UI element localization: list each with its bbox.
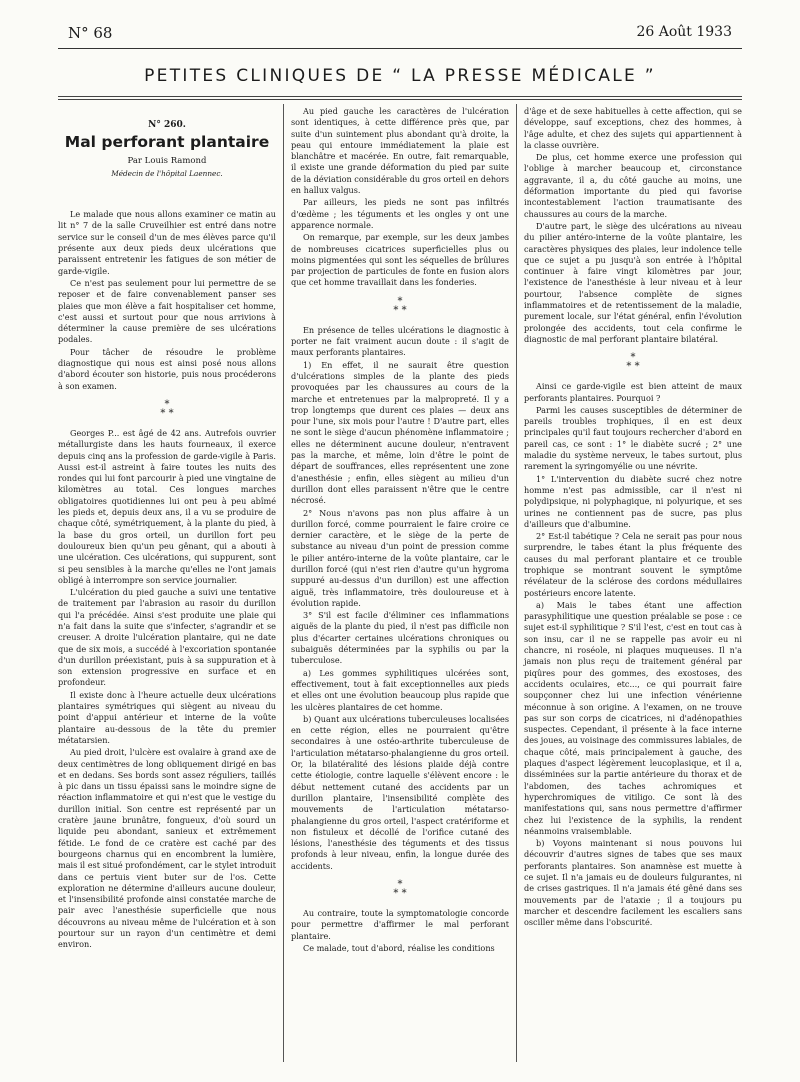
star-bottom: * * <box>393 888 407 899</box>
paragraph: Par ailleurs, les pieds ne sont pas infiltrés d'œdème ; les téguments et les ongles y ont une apparence normale. <box>291 197 509 230</box>
paragraph: Ce n'est pas seulement pour lui permettre de se reposer et de faire convenablement panser ses plaies que mon élève a fait hospitaliser cet homme, c'est aussi et surtout pour que nous arrivions à déterminer la cause première de ses ulcérations podales. <box>58 277 276 345</box>
article-author: Par Louis Ramond <box>127 155 207 166</box>
paragraph: Ainsi ce garde-vigile est bien atteint de maux perforants plantaires. Pourquoi ? <box>524 381 742 403</box>
star-top: * <box>630 352 636 364</box>
section-stars <box>291 880 509 898</box>
paragraph: Georges P... est âgé de 42 ans. Autrefois ouvrier métallurgiste dans les hauts fourneaux, il exerce depuis cinq ans la profession de garde-vigile à Paris. Aussi est-il astreint à faire toutes les nuits des rondes qui lui font parcourir à pied une vingtaine de kilomètres au total. Ces longues marches obligatoires quotidiennes lui ont peu à peu abîmé les pieds et, depuis deux ans, il a vu se produire de chaque côté, symétriquement, à la plante du pied, à la base du gros orteil, un durillon fort peu douloureux bien qu'un peu gênant, qui a abouti à une ulcération. Ces ulcérations, qui suppurent, sont si peu sensibles à la marche qu'elles ne l'ont jamais obligé à interrompre son service journalier. <box>58 427 276 585</box>
paragraph: 1) En effet, il ne saurait être question d'ulcérations simples de la plante des pieds provoquées par les chaussures au cours de la marche et entretenues par la malpropreté. Il y a trop longtemps que durent ces plaies — deux ans pour l'une, six mois pour l'autre ! D'autre part, elles ne sont le siège d'aucun phénomène inflammatoire ; elles ne déterminent aucune douleur, n'entravent pas la marche, et même, loin d'être le point de départ de souffrances, elles représentent une zone d'anesthésie ; enfin, elles siègent au milieu d'un durillon dont elles paraissent n'être que le centre nécrosé. <box>291 359 509 506</box>
paragraph: En présence de telles ulcérations le diagnostic à porter ne fait vraiment aucun doute : il s'agit de maux perforants plantaires. <box>291 324 509 358</box>
column-1 <box>58 106 276 952</box>
star-top: * <box>397 879 403 890</box>
paragraph: Au pied gauche les caractères de l'ulcération sont identiques, à cette différence près que, par suite d'un suintement plus abondant qu'à droite, la peau qui entoure immédiatement la plaie est blanchâtre et macérée. En outre, fait remarquable, il existe une grande déformation du pied par suite de la déviation considérable du gros orteil en dehors en hallux valgus. <box>291 106 509 196</box>
title-rule-2 <box>58 99 742 100</box>
article-title: Mal perforant plantaire <box>64 133 270 152</box>
star-top: * <box>397 295 403 307</box>
paragraph: Parmi les causes susceptibles de déterminer de pareils troubles trophiques, il en est deux principales qu'il faut toujours rechercher d'abord en pareil cas, ce sont : 1° le diabète sucré ; 2° une maladie du système nerveux, le tabes surtout, plus rarement la syringomyélie ou une névrite. <box>524 404 742 472</box>
star-top: * <box>164 398 170 410</box>
paragraph: b) Voyons maintenant si nous pouvons lui découvrir d'autres signes de tabes que ses maux perforants plantaires. Son anamnèse est muette à ce sujet. Il n'a jamais eu de douleurs fulgurantes, ni de crises gastriques. Il n'a jamais été gêné dans ses mouvements par de l'ataxie ; il a toujours pu marcher et descendre facilement les escaliers sans osciller même dans l'obscurité. <box>524 838 742 928</box>
star-bottom: * * <box>160 407 174 419</box>
article-number: N° 260. <box>148 120 186 130</box>
column-3 <box>524 106 742 929</box>
paragraph: 3° S'il est facile d'éliminer ces inflammations aiguës de la plante du pied, il n'est pas difficile non plus d'écarter certaines ulcérations chroniques ou subaiguës déterminées par la syphilis ou par la tuberculose. <box>291 610 509 666</box>
paragraph: Il existe donc à l'heure actuelle deux ulcérations plantaires symétriques qui siègent au niveau du point d'appui antérieur et interne de la voûte plantaire au-dessous de la tête du premier métatarsien. <box>58 689 276 745</box>
header-rule <box>58 48 742 49</box>
paragraph: a) Mais le tabes étant une affection parasyphilitique une question préalable se pose : ce sujet est-il syphilitique ? S'il l'est, c'est en tout cas à son insu, car il ne se rappelle pas avoir eu ni chancre, ni roséole, ni plaques muqueuses. Il n'a jamais non plus reçu de traitement général par piqûres pour des gommes, des exostoses, des accidents oculaires, etc..., ce qui pourrait faire soupçonner chez lui une infection vénérienne méconnue à son origine. A l'examen, on ne trouve pas sur son corps de cicatrices, ni d'adénopathies suspectes. Cependant, il présente à la face interne des joues, au voisinage des commissures labiales, de chaque côté, mais principalement à gauche, des plaques d'aspect légèrement leucoplasique, et il a, disséminées sur la partie antérieure du thorax et de l'abdomen, des taches achromiques et hyperchromiques de vitiligo. Ce sont là des manifestations qui, sans nous permettre d'affirmer chez lui l'existence de la syphilis, la rendent néanmoins vraisemblable. <box>524 599 742 836</box>
title-rule-1 <box>58 96 742 97</box>
section-title: PETITES CLINIQUES DE “ LA PRESSE MÉDICALE ” <box>144 66 656 86</box>
author-affiliation: Médecin de l'hôpital Laennec. <box>111 168 223 178</box>
paragraph: L'ulcération du pied gauche a suivi une tentative de traitement par l'abrasion au rasoir du durillon qui l'a précédée. Ainsi s'est produite une plaie qui n'a fait dans la suite que s'infecter, s'agrandir et se creuser. A droite l'ulcération plantaire, qui ne date que de six mois, a succédé à l'excoriation spontanée d'un durillon préexistant, puis à sa suppuration et à son extension progressive en surface et en profondeur. <box>58 587 276 688</box>
paragraph: Au pied droit, l'ulcère est ovalaire à grand axe de deux centimètres de long obliquement dirigé en bas et en dedans. Ses bords sont assez réguliers, taillés à pic dans un tissu épaissi sans le moindre signe de réaction inflammatoire et qui n'est que le vestige du durillon initial. Son centre est représenté par un cratère jaune brunâtre, fongueux, d'où sourd un liquide peu abondant, sanieux et extrêmement fétide. Le fond de ce cratère est caché par des bourgeons charnus qui en encombrent la lumière, mais il est situé profondément, car le stylet introduit dans ce pertuis vient buter sur de l'os. Cette exploration ne détermine d'ailleurs aucune douleur, et l'insensibilité profonde ainsi constatée marche de pair avec l'anesthésie superficielle que nous découvrons au niveau même de l'ulcération et à son pourtour sur un rayon d'un centimètre et demi environ. <box>58 747 276 950</box>
paragraph: d'âge et de sexe habituelles à cette affection, qui se développe, sauf exceptions, chez des hommes, à l'âge adulte, et chez des sujets qui appartiennent à la classe ouvrière. <box>524 106 742 150</box>
column-divider-1 <box>283 104 284 1062</box>
page-header <box>68 24 732 46</box>
paragraph: Au contraire, toute la symptomatologie concorde pour permettre d'affirmer le mal perforant plantaire. <box>291 908 509 941</box>
paragraph: a) Les gommes syphilitiques ulcérées sont, effectivement, tout à fait exceptionnelles aux pieds et elles ont une évolution beaucoup plus rapide que les ulcères plantaires de cet homme. <box>291 667 509 712</box>
paragraph: Ce malade, tout d'abord, réalise les conditions <box>303 942 495 953</box>
star-bottom: * * <box>626 361 640 373</box>
paragraph: 2° Est-il tabétique ? Cela ne serait pas pour nous surprendre, le tabes étant la plus fréquente des causes du mal perforant plantaire et ce trouble trophique se montrant souvent le symptôme révélateur de la sclérose des cordons médullaires postérieurs encore latente. <box>524 531 742 598</box>
paragraph: On remarque, par exemple, sur les deux jambes de nombreuses cicatrices superficielles plus ou moins pigmentées qui sont les séquelles de brûlures par projection de particules de fonte en fusion alors que cet homme travaillait dans les fonderies. <box>291 232 509 288</box>
section-stars <box>291 297 509 315</box>
paragraph: Le malade que nous allons examiner ce matin au lit n° 7 de la salle Cruveilhier est entré dans notre service sur le conseil d'un de mes élèves parce qu'il présente aux deux pieds deux ulcérations que paraissent entretenir les fatigues de son métier de garde-vigile. <box>58 209 276 276</box>
paragraph: b) Quant aux ulcérations tuberculeuses localisées en cette région, elles ne pourraient qu'être secondaires à une ostéo-arthrite tuberculeuse de l'articulation métatarso-phalangienne du gros orteil. Or, la bilatéralité des lésions plaide déjà contre cette étiologie, contre laquelle s'élèvent encore : le début nettement cutané des accidents par un durillon plantaire, l'insensibilité complète des mouvements de l'articulation métatarso-phalangienne du gros orteil, l'aspect cratériforme et non fistuleux et décollé de l'orifice cutané des lésions, l'anesthésie des téguments et des tissus profonds à leur niveau, enfin, la longue durée des accidents. <box>291 713 509 871</box>
star-bottom: * * <box>393 304 407 316</box>
paragraph: D'autre part, le siège des ulcérations au niveau du pilier antéro-interne de la voûte plantaire, les caractères physiques des plaies, leur indolence telle que ce sujet a pu jusqu'à son entrée à l'hôpital continuer à faire vingt kilomètres par jour, l'existence de l'anesthésie à leur niveau et à leur pourtour, l'absence complète de signes inflammatoires et de retentissement de la maladie, purement locale, sur l'état général, enfin l'évolution prolongée des accidents, tout cela confirme le diagnostic de mal perforant plantaire bilatéral. <box>524 220 742 344</box>
paragraph: 2° Nous n'avons pas non plus affaire à un durillon forcé, comme pourraient le faire croire ce dernier caractère, et le siège de la perte de substance au niveau d'un point de pression comme le pilier antéro-interne de la voûte plantaire, car le durillon forcé (qui n'est rien d'autre qu'un hygroma suppuré au-dessus d'un durillon) est une affection aiguë, très inflammatoire, très douloureuse et à évolution rapide. <box>291 507 509 608</box>
section-stars <box>524 353 742 371</box>
paragraph: De plus, cet homme exerce une profession qui l'oblige à marcher beaucoup et, circonstance aggravante, il a, du côté gauche au moins, une déformation importante du pied qui favorise incontestablement l'action traumatisante des chaussures au cours de la marche. <box>524 152 742 219</box>
paragraph: Pour tâcher de résoudre le problème diagnostique qui nous est ainsi posé nous allons d'abord écouter son historie, puis nous procéderons à son examen. <box>58 346 276 391</box>
paragraph: 1° L'intervention du diabète sucré chez notre homme n'est pas admissible, car il n'est ni polydipsique, ni polyphagique, ni polyurique, et ses urines ne contiennent pas de sucre, pas plus d'ailleurs que d'albumine. <box>524 473 742 529</box>
issue-date: 26 Août 1933 <box>636 24 732 40</box>
column-2 <box>291 106 509 955</box>
column-divider-2 <box>516 104 517 1062</box>
issue-number: N° 68 <box>68 24 113 42</box>
section-stars <box>58 400 276 418</box>
